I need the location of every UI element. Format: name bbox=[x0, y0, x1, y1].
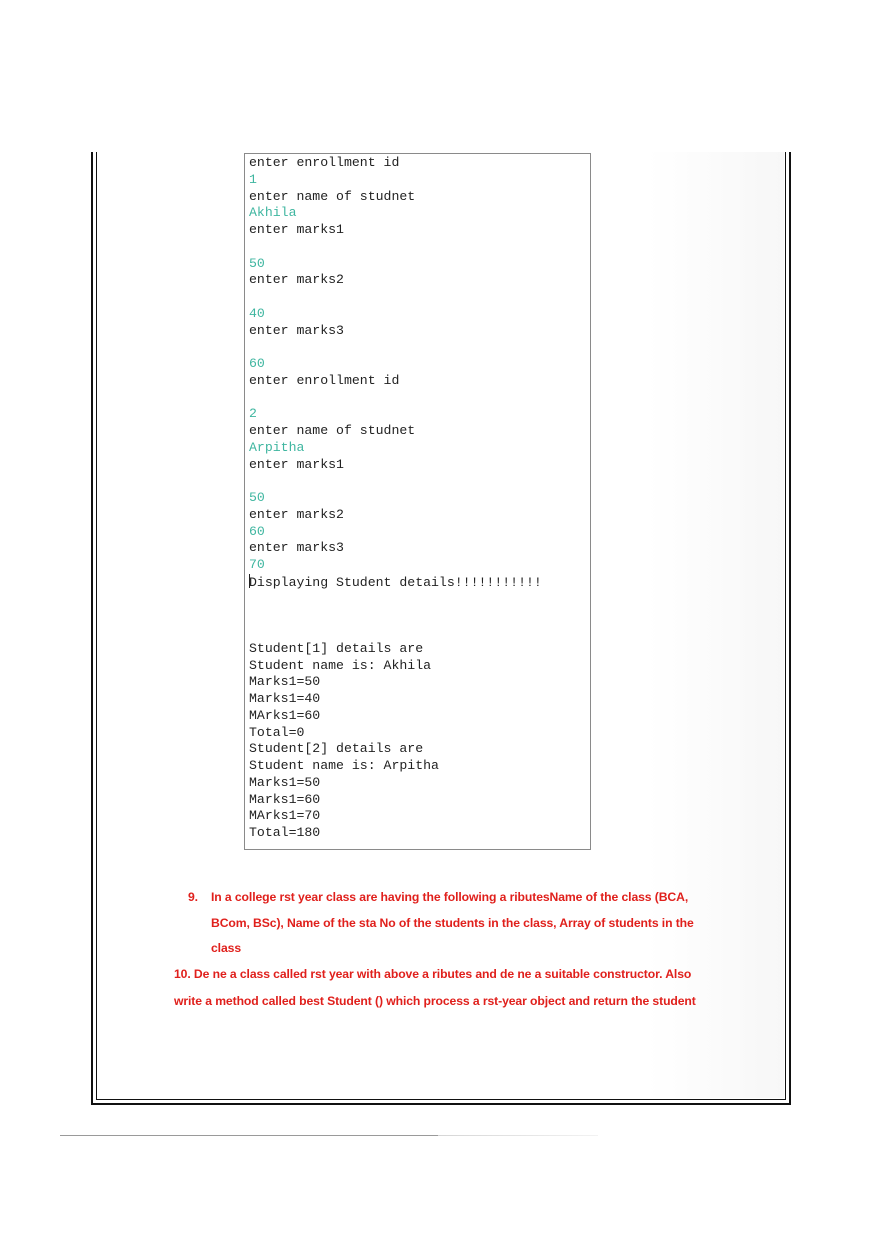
console-input-line: 1 bbox=[249, 171, 257, 187]
console-output-screenshot bbox=[244, 153, 591, 850]
footer-rule bbox=[60, 1135, 438, 1136]
console-output-line: MArks1=60 bbox=[249, 707, 321, 723]
console-output-line bbox=[249, 591, 542, 608]
console-output-line: Student name is: Akhila bbox=[249, 657, 432, 673]
console-output-line: Marks1=40 bbox=[249, 691, 321, 706]
console-output-line bbox=[249, 607, 542, 624]
console-output-line: enter marks3 bbox=[249, 322, 344, 338]
page-border-bottom bbox=[91, 1103, 791, 1105]
question-10-line-2: write a method called best Student () which process a rst-year object and return the student bbox=[174, 994, 696, 1008]
console-output-line: Total=0 bbox=[249, 724, 305, 740]
console-output-line bbox=[249, 574, 542, 591]
console-output-line: enter name of studnet bbox=[249, 423, 416, 438]
console-input-line: Akhila bbox=[249, 205, 297, 221]
console-output-line: Student[1] details are bbox=[249, 640, 424, 656]
console-input-line: 50 bbox=[249, 490, 265, 505]
console-input-line: 40 bbox=[249, 305, 265, 321]
page-border-left bbox=[91, 152, 93, 1105]
question-9-line-2: BCom, BSc), Name of the sta No of the students in the class, Array of students in the bbox=[211, 916, 694, 930]
console-output-line: enter marks2 bbox=[249, 506, 344, 522]
console-output-line: enter marks1 bbox=[249, 456, 344, 472]
console-output-line: Marks1=50 bbox=[249, 674, 321, 690]
console-output-line: enter marks1 bbox=[249, 222, 344, 237]
console-output-line bbox=[249, 473, 542, 490]
console-output-line: enter enrollment id bbox=[249, 155, 400, 170]
console-lines bbox=[249, 155, 542, 842]
console-output-line: Marks1=60 bbox=[249, 791, 321, 807]
console-output-line: enter enrollment id bbox=[249, 372, 400, 388]
console-output-line: Student[2] details are bbox=[249, 741, 424, 757]
console-input-line: 70 bbox=[249, 557, 265, 572]
console-output-line bbox=[249, 239, 542, 256]
page-border-right-inner bbox=[785, 152, 786, 1099]
console-output-line: enter name of studnet bbox=[249, 188, 416, 204]
console-output-line: enter marks3 bbox=[249, 540, 344, 556]
console-output-line bbox=[249, 390, 542, 407]
page-border-left-inner bbox=[96, 152, 97, 1099]
page-border-bottom-inner bbox=[96, 1099, 786, 1100]
footer-rule-faint bbox=[438, 1135, 598, 1136]
console-output-line bbox=[249, 624, 542, 641]
page-border-right bbox=[789, 152, 791, 1105]
console-output-line: Student name is: Arpitha bbox=[249, 758, 439, 773]
console-input-line: 50 bbox=[249, 255, 265, 271]
question-9-line-3: class bbox=[211, 941, 241, 955]
console-output-line: Marks1=50 bbox=[249, 774, 321, 790]
question-9-line-1: In a college rst year class are having the following a ributesName of the class (BCA, bbox=[211, 890, 689, 904]
console-input-line: 60 bbox=[249, 523, 265, 539]
console-input-line: Arpitha bbox=[249, 439, 305, 455]
console-output-line: MArks1=70 bbox=[249, 808, 321, 824]
console-line-text: Displaying Student details!!!!!!!!!!! bbox=[249, 574, 542, 590]
console-output-line bbox=[249, 339, 542, 356]
console-output-line bbox=[249, 289, 542, 306]
question-9-number: 9. bbox=[188, 890, 198, 904]
console-output-line: Total=180 bbox=[249, 825, 321, 840]
console-input-line: 2 bbox=[249, 406, 257, 422]
question-10-line-1: 10. De ne a class called rst year with above a ributes and de ne a suitable constructor. Also bbox=[174, 967, 692, 981]
console-input-line: 60 bbox=[249, 356, 265, 371]
console-output-line: enter marks2 bbox=[249, 272, 344, 288]
